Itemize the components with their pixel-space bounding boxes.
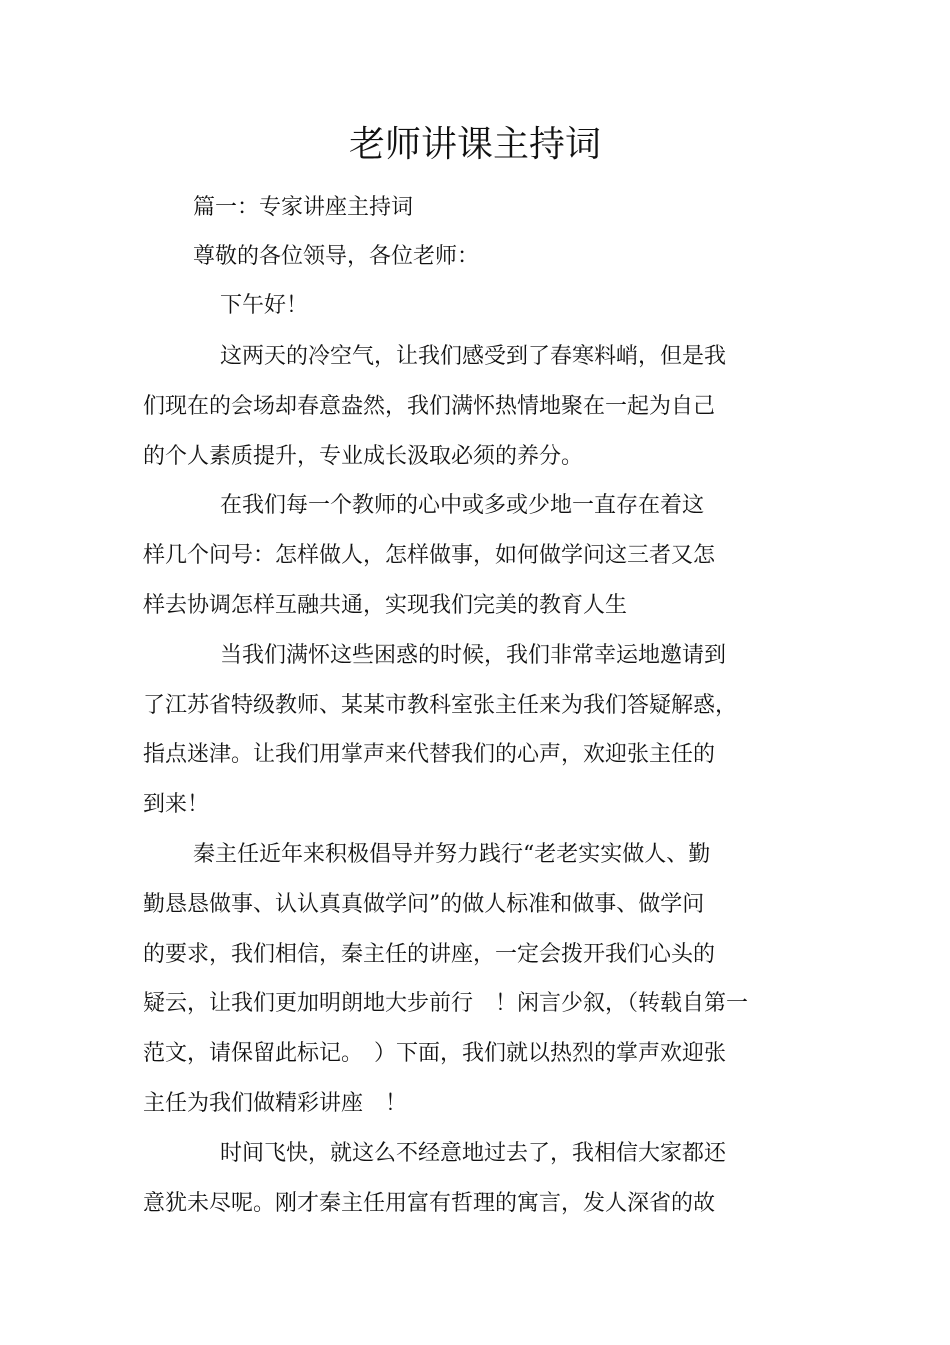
paragraph-line: 指点迷津。让我们用掌声来代替我们的心声，欢迎张主任的 xyxy=(143,742,716,767)
paragraph-line: 了江苏省特级教师、某某市教科室张主任来为我们答疑解惑， xyxy=(143,693,738,718)
paragraph-line: 的要求，我们相信，秦主任的讲座，一定会拨开我们心头的 xyxy=(143,942,716,967)
paragraph-line: 主任为我们做精彩讲座 ！ xyxy=(143,1091,408,1116)
paragraph-line: 范文，请保留此标记。 ）下面，我们就以热烈的掌声欢迎张 xyxy=(143,1041,727,1066)
paragraph-line: 样几个问号：怎样做人，怎样做事，如何做学问这三者又怎 xyxy=(143,543,716,568)
paragraph-line: 当我们满怀这些困惑的时候，我们非常幸运地邀请到 xyxy=(220,643,727,668)
paragraph-line: 样去协调怎样互融共通，实现我们完美的教育人生 xyxy=(143,593,628,618)
section-heading: 篇一：专家讲座主持词 xyxy=(193,195,414,220)
document-title: 老师讲课主持词 xyxy=(348,124,601,165)
paragraph-line: 秦主任近年来积极倡导并努力践行“老老实实做人、勤 xyxy=(193,842,711,867)
paragraph-line: 疑云，让我们更加明朗地大步前行 ！闲言少叙，（转载自第一 xyxy=(143,991,749,1016)
paragraph-line: 意犹未尽呢。刚才秦主任用富有哲理的寓言，发人深省的故 xyxy=(143,1191,716,1216)
greeting: 下午好！ xyxy=(220,293,309,318)
paragraph-line: 到来！ xyxy=(143,792,210,817)
paragraph-line: 勤恳恳做事、认认真真做学问”的做人标准和做事、做学问 xyxy=(143,892,705,917)
paragraph-line: 在我们每一个教师的心中或多或少地一直存在着这 xyxy=(220,493,705,518)
paragraph-line: 这两天的冷空气，让我们感受到了春寒料峭，但是我 xyxy=(220,344,727,369)
paragraph-line: 时间飞快，就这么不经意地过去了，我相信大家都还 xyxy=(220,1141,727,1166)
paragraph-line: 们现在的会场却春意盎然，我们满怀热情地聚在一起为自己 xyxy=(143,394,716,419)
salutation: 尊敬的各位领导，各位老师： xyxy=(193,244,480,269)
paragraph-line: 的个人素质提升，专业成长汲取必须的养分。 xyxy=(143,444,584,469)
